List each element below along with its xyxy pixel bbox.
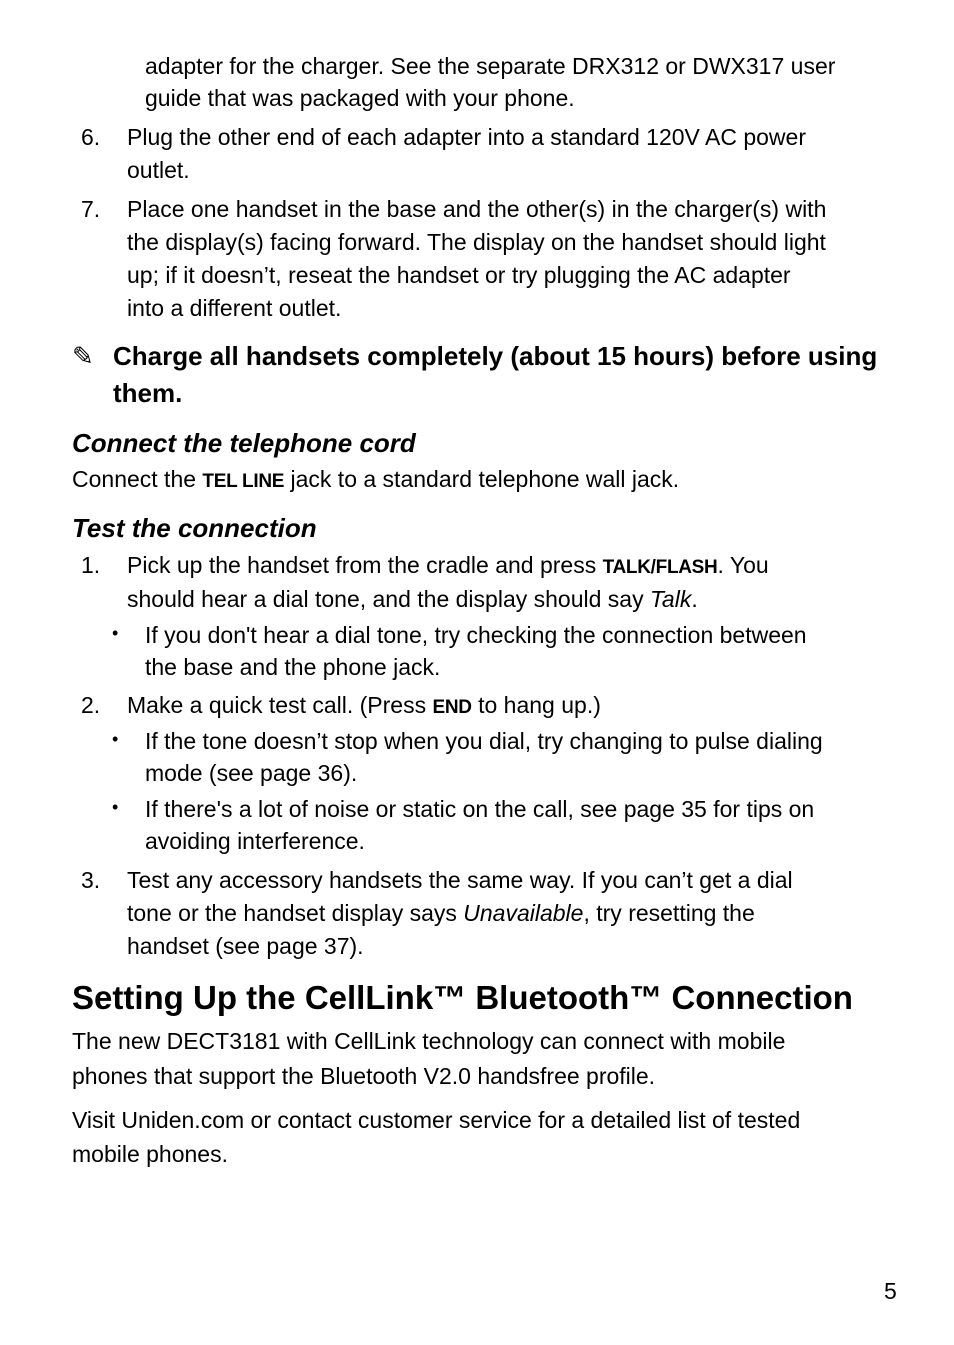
step-number: 2. [81, 692, 101, 718]
pencil-note-icon: ✎ [72, 341, 94, 371]
connect-cord-text [72, 463, 679, 498]
display-text: Talk [649, 586, 692, 612]
key-label: TALK/FLASH [602, 557, 718, 578]
text: , try resetting the [583, 900, 755, 926]
display-text: Unavailable [463, 900, 584, 926]
bullet-text: If you don't hear a dial tone, try checking the connection between [145, 622, 807, 648]
text: Pick up the handset from the cradle and press [127, 552, 603, 578]
step-text: Place one handset in the base and the other(s) in the charger(s) with [127, 196, 827, 222]
step-number: 3. [81, 867, 101, 893]
continuation-line: adapter for the charger. See the separate DRX312 or DWX317 user [145, 53, 836, 79]
step-text: into a different outlet. [127, 295, 342, 321]
step-text [127, 583, 698, 616]
text: . [691, 586, 698, 612]
bullet-icon: • [112, 729, 119, 749]
text: Make a quick test call. (Press [127, 692, 433, 718]
bullet-text: mode (see page 36). [145, 760, 358, 786]
key-label: END [432, 697, 472, 718]
paragraph-line: mobile phones. [72, 1141, 228, 1167]
step-text: outlet. [127, 157, 190, 183]
paragraph-line: phones that support the Bluetooth V2.0 handsfree profile. [72, 1063, 656, 1089]
text: to hang up.) [471, 692, 601, 718]
note-text: Charge all handsets completely (about 15 hours) before using [113, 341, 878, 371]
paragraph-line: Visit Uniden.com or contact customer service for a detailed list of tested [72, 1107, 801, 1133]
bullet-icon: • [112, 623, 119, 643]
step-text [127, 549, 769, 584]
bullet-text: avoiding interference. [145, 828, 365, 854]
step-number: 1. [81, 552, 101, 578]
text: should hear a dial tone, and the display should say [127, 586, 650, 612]
bullet-icon: • [112, 797, 119, 817]
bullet-text: If the tone doesn’t stop when you dial, try changing to pulse dialing [145, 728, 823, 754]
page-number: 5 [884, 1278, 897, 1304]
bullet-text: the base and the phone jack. [145, 654, 441, 680]
subsection-heading: Connect the telephone cord [72, 428, 416, 458]
step-text [127, 897, 755, 930]
text: . You [717, 552, 769, 578]
note-text: them. [113, 378, 183, 408]
key-label: TEL LINE [202, 471, 285, 492]
paragraph-line: The new DECT3181 with CellLink technology can connect with mobile [72, 1028, 786, 1054]
subsection-heading: Test the connection [72, 513, 317, 543]
step-number: 6. [81, 124, 101, 150]
step-number: 7. [81, 196, 101, 222]
text: Connect the [72, 466, 203, 492]
step-text: handset (see page 37). [127, 933, 364, 959]
step-text: Plug the other end of each adapter into a standard 120V AC power [127, 124, 806, 150]
text: jack to a standard telephone wall jack. [284, 466, 680, 492]
text: tone or the handset display says [127, 900, 464, 926]
step-text: Test any accessory handsets the same way. If you can’t get a dial [127, 867, 793, 893]
step-text: up; if it doesn’t, reseat the handset or try plugging the AC adapter [127, 262, 791, 288]
section-heading: Setting Up the CellLink™ Bluetooth™ Connection [72, 979, 853, 1016]
bullet-text: If there's a lot of noise or static on the call, see page 35 for tips on [145, 796, 815, 822]
step-text [127, 689, 601, 724]
step-text: the display(s) facing forward. The display on the handset should light [127, 229, 826, 255]
continuation-line: guide that was packaged with your phone. [145, 85, 575, 111]
